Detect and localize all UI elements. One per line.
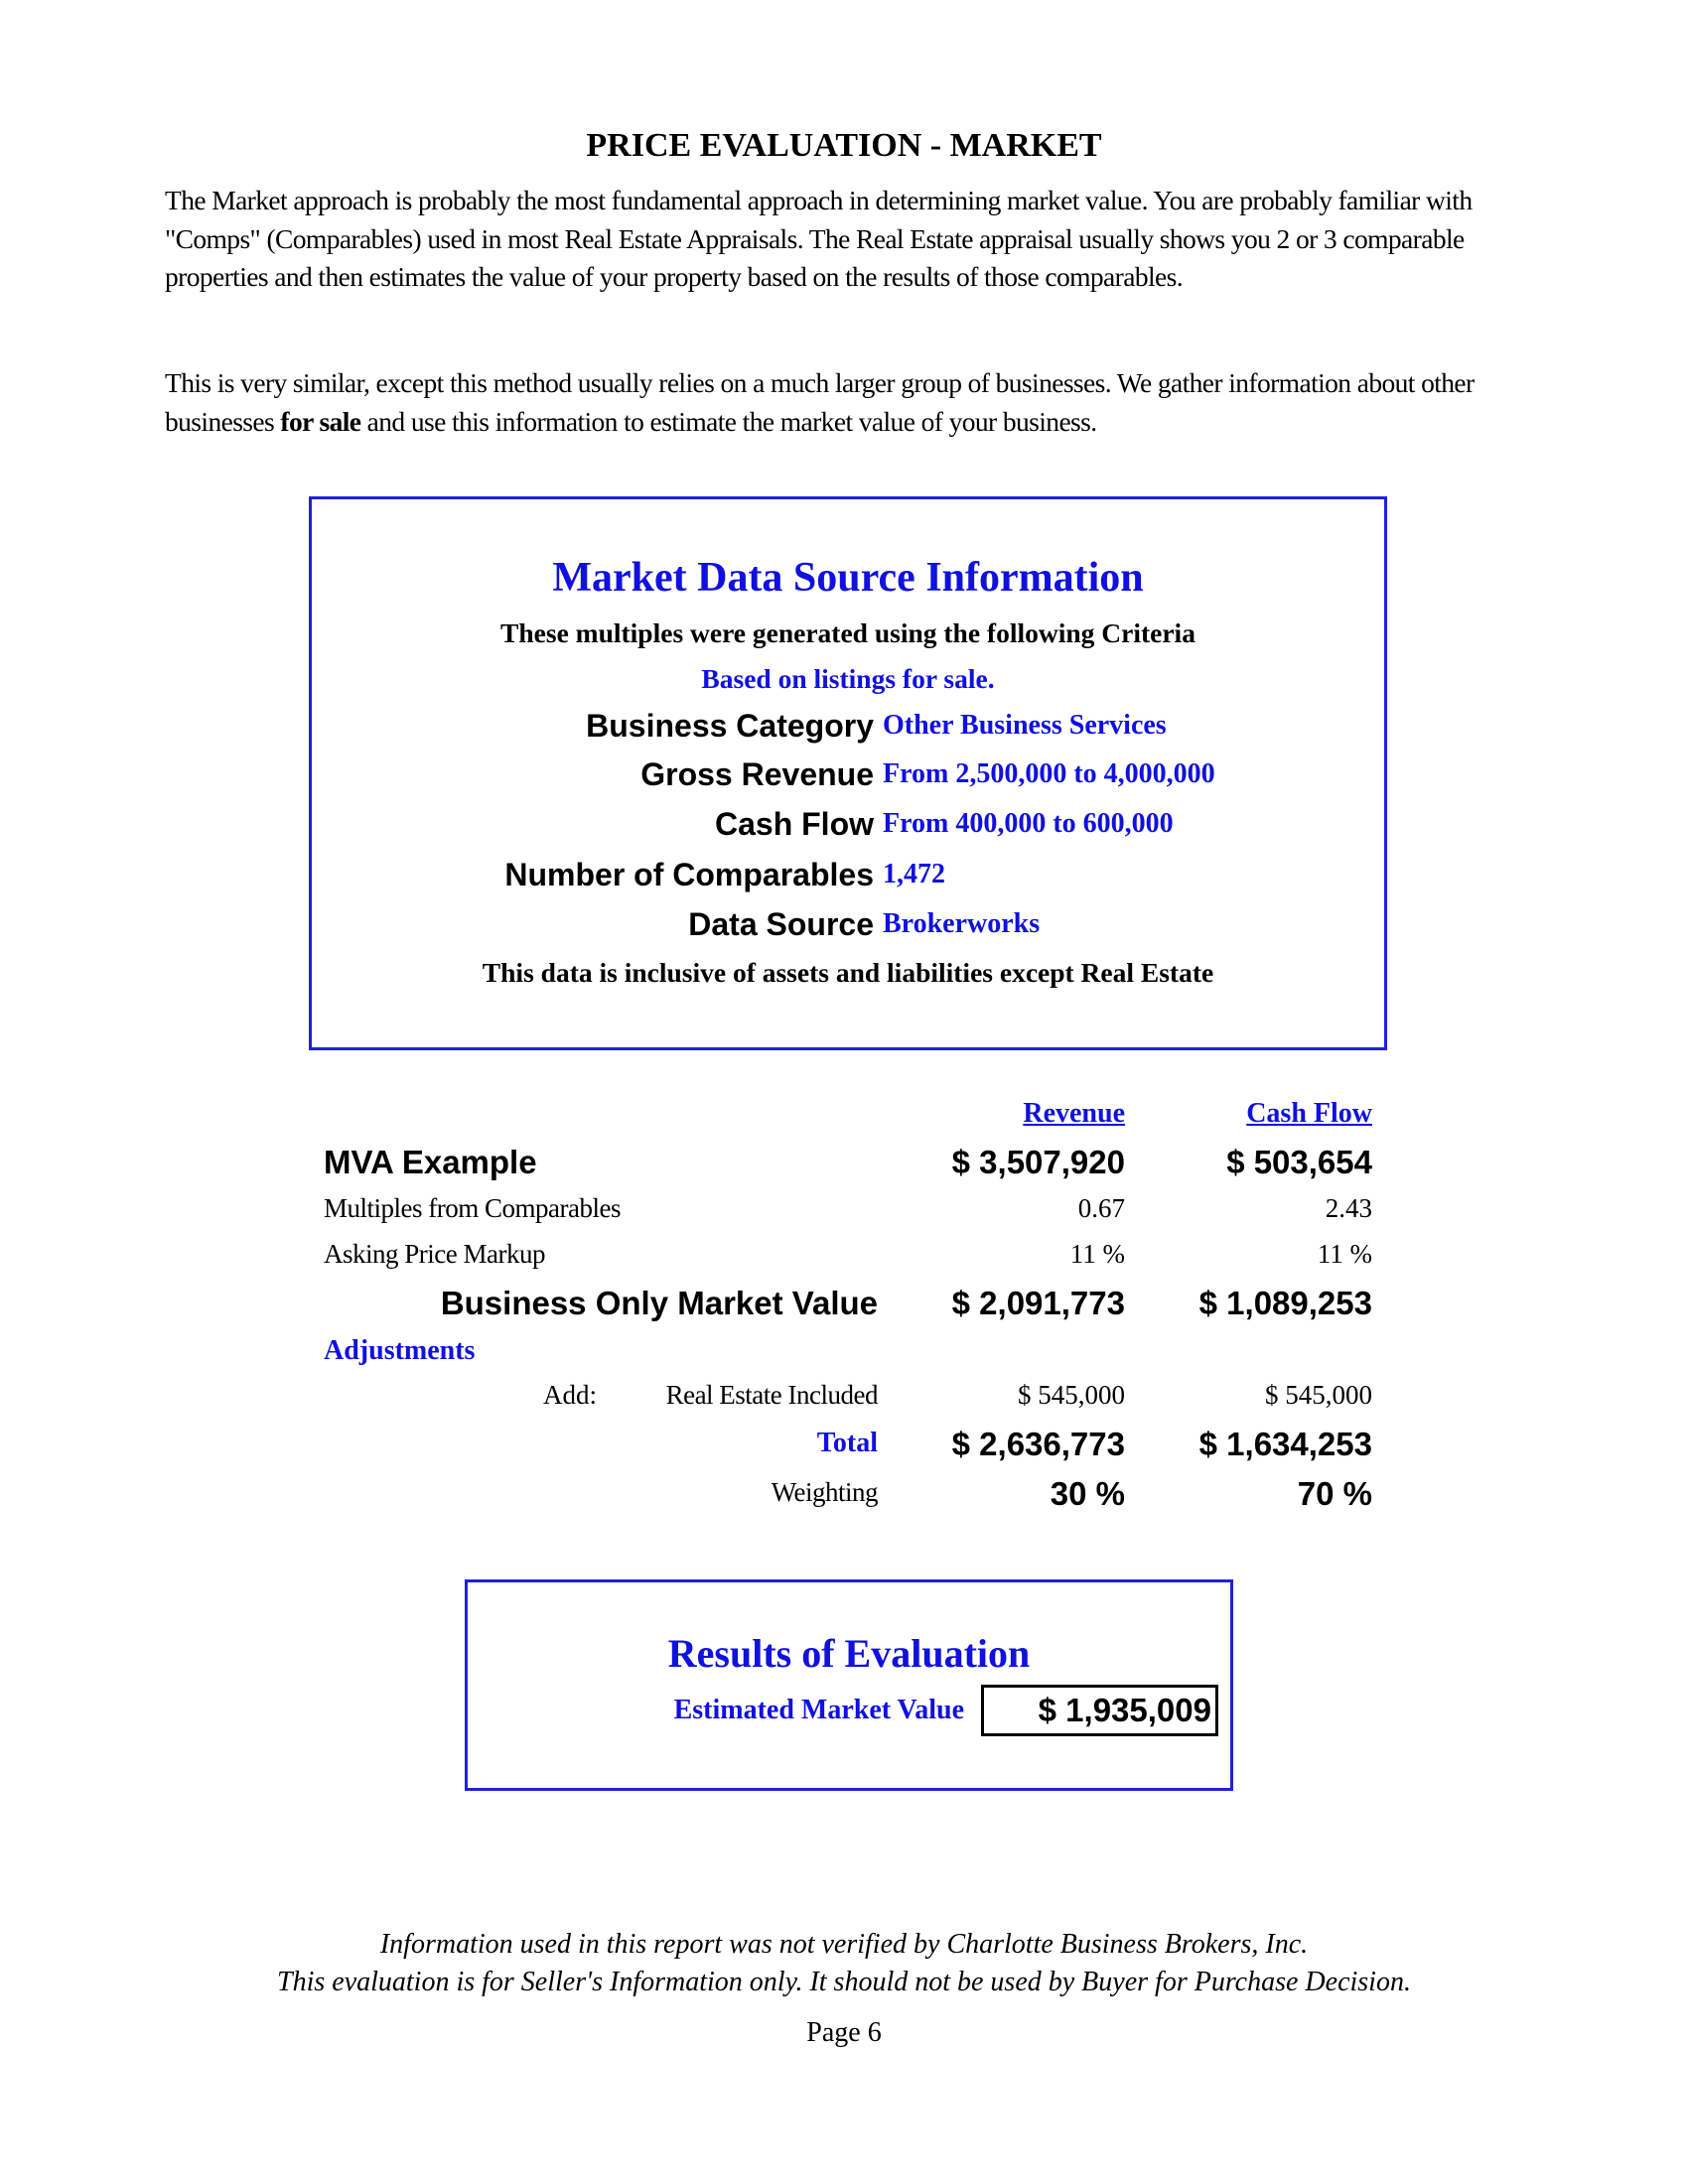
total-label: Total bbox=[816, 1428, 878, 1458]
real-estate-included-label: Real Estate Included bbox=[665, 1380, 878, 1410]
gross-revenue-label: Gross Revenue bbox=[640, 756, 874, 792]
intro-p2-bold: for sale bbox=[280, 405, 361, 437]
estimated-market-value: $ 1,935,009 bbox=[981, 1685, 1218, 1736]
criteria-note: These multiples were generated using the following Criteria bbox=[500, 617, 1196, 648]
business-category-label: Business Category bbox=[586, 708, 874, 744]
intro-paragraph-2 bbox=[165, 364, 1525, 441]
weighting-label: Weighting bbox=[771, 1477, 878, 1507]
adjustments-label: Adjustments bbox=[324, 1335, 476, 1366]
num-comparables-value: 1,472 bbox=[883, 859, 945, 889]
cash-flow-label: Cash Flow bbox=[714, 806, 874, 842]
markup-revenue: 11 % bbox=[1069, 1239, 1125, 1269]
real-estate-revenue: $ 545,000 bbox=[1018, 1380, 1125, 1410]
total-revenue: $ 2,636,773 bbox=[951, 1426, 1125, 1462]
market-data-source-title: Market Data Source Information bbox=[552, 555, 1144, 601]
column-header-revenue: Revenue bbox=[1023, 1098, 1125, 1129]
weighting-revenue: 30 % bbox=[1050, 1475, 1125, 1512]
inclusive-note: This data is inclusive of assets and liabilities except Real Estate bbox=[482, 957, 1214, 988]
markup-cash-flow: 11 % bbox=[1317, 1239, 1372, 1269]
intro-paragraph-1: The Market approach is probably the most fundamental approach in determining market value. You are probably familiar with "Comps" (Comparables) used in most Real Estate Appraisals. The Real Estate appraisal usually shows you 2 or 3 comparable properties and then estimates the value of your property based on the results of those comparables. bbox=[165, 185, 1473, 292]
data-source-label: Data Source bbox=[688, 906, 874, 942]
bomv-cash-flow: $ 1,089,253 bbox=[1198, 1285, 1372, 1321]
intro-p2-text-end: and use this information to estimate the market value of your business. bbox=[360, 405, 1097, 437]
real-estate-cash-flow: $ 545,000 bbox=[1265, 1380, 1372, 1410]
footer-disclaimer-2: This evaluation is for Seller's Information only. It should not be used by Buyer for Purchase Decision. bbox=[277, 1967, 1411, 1997]
intro-p2-text: This is very similar, except this method usually relies on a much larger group of businesses. We gather information about other businesses bbox=[165, 367, 1475, 437]
weighting-cash-flow: 70 % bbox=[1297, 1475, 1372, 1512]
bomv-revenue: $ 2,091,773 bbox=[951, 1285, 1125, 1321]
add-label: Add: bbox=[543, 1380, 597, 1410]
multiples-cash-flow: 2.43 bbox=[1325, 1193, 1372, 1223]
gross-revenue-value: From 2,500,000 to 4,000,000 bbox=[883, 758, 1215, 789]
results-title: Results of Evaluation bbox=[667, 1631, 1031, 1676]
based-on-note: Based on listings for sale. bbox=[701, 663, 995, 694]
footer-disclaimer-1: Information used in this report was not verified by Charlotte Business Brokers, Inc. bbox=[379, 1929, 1309, 1960]
data-source-value: Brokerworks bbox=[883, 908, 1041, 939]
cash-flow-value: From 400,000 to 600,000 bbox=[883, 808, 1174, 839]
mva-revenue: $ 3,507,920 bbox=[951, 1144, 1125, 1180]
business-category-value: Other Business Services bbox=[883, 710, 1167, 741]
estimated-market-value-label: Estimated Market Value bbox=[673, 1695, 964, 1725]
business-only-market-value-label: Business Only Market Value bbox=[440, 1285, 878, 1321]
column-header-cash-flow: Cash Flow bbox=[1246, 1098, 1372, 1129]
num-comparables-label: Number of Comparables bbox=[504, 857, 874, 892]
page-number: Page 6 bbox=[806, 2017, 882, 2048]
multiples-revenue: 0.67 bbox=[1077, 1193, 1125, 1223]
total-cash-flow: $ 1,634,253 bbox=[1198, 1426, 1372, 1462]
multiples-label: Multiples from Comparables bbox=[324, 1193, 621, 1223]
mva-example-label: MVA Example bbox=[324, 1144, 537, 1180]
markup-label: Asking Price Markup bbox=[324, 1239, 545, 1269]
page-title: PRICE EVALUATION - MARKET bbox=[586, 127, 1102, 164]
mva-cash-flow: $ 503,654 bbox=[1226, 1144, 1372, 1180]
